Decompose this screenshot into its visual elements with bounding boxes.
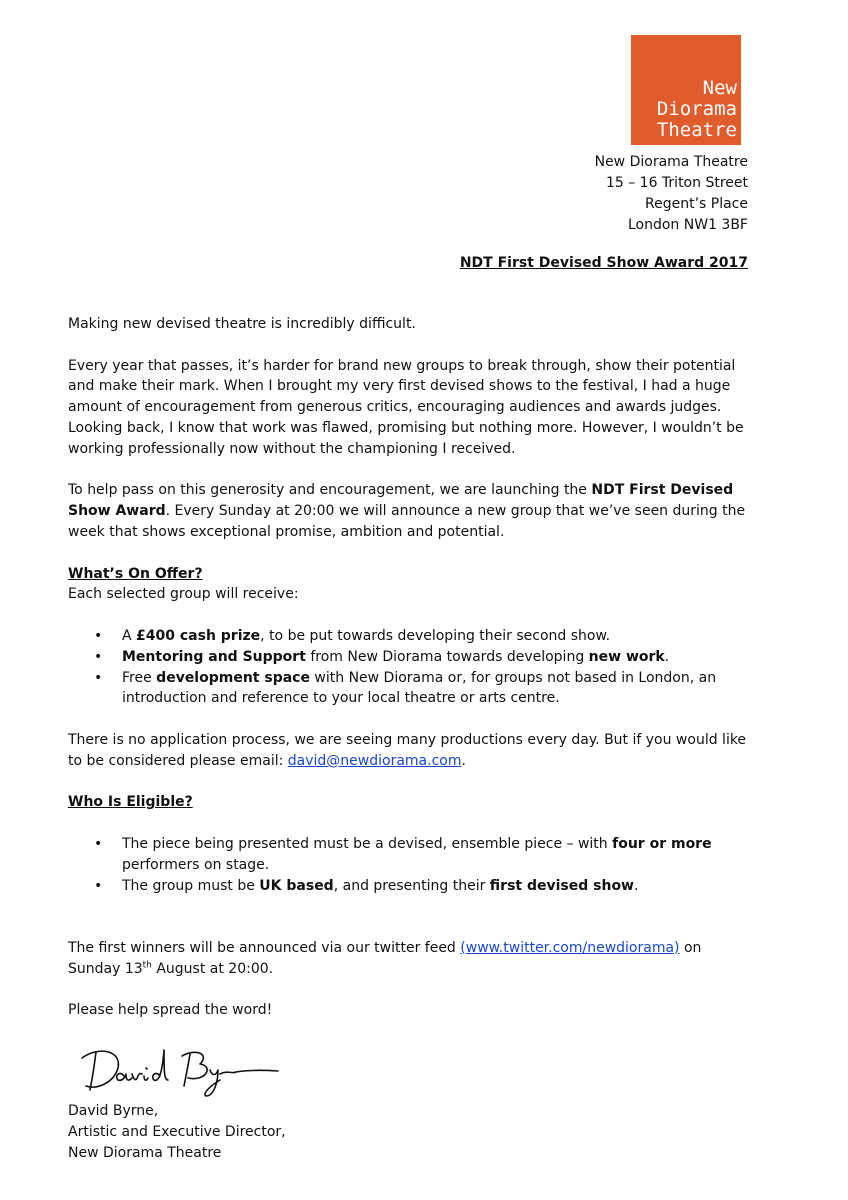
address-line: New Diorama Theatre: [594, 154, 748, 170]
bold-text: £400 cash prize: [136, 627, 261, 644]
text-span: on Sunday 13: [68, 939, 702, 977]
text-span: .: [664, 648, 670, 665]
letter-subject: NDT First Devised Show Award 2017: [459, 255, 748, 271]
handwritten-signature: [78, 1040, 283, 1100]
offer-heading: What’s On Offer?: [68, 565, 203, 582]
bold-text: new work: [588, 648, 665, 665]
text-span: The piece being presented must be a devised, ensemble piece – with: [122, 835, 613, 852]
list-item: [68, 626, 758, 647]
text-span: .: [461, 752, 466, 769]
text-span: , and presenting their: [333, 877, 490, 894]
signoff-organisation: New Diorama Theatre: [68, 1145, 222, 1161]
text-span: performers on stage.: [122, 856, 270, 873]
address-line: Regent’s Place: [645, 196, 748, 212]
winners-paragraph: [68, 938, 758, 980]
eligibility-heading: Who Is Eligible?: [68, 794, 193, 811]
announcement-paragraph: [68, 480, 758, 542]
list-item: [68, 876, 758, 897]
closing-line: Please help spread the word!: [68, 1002, 273, 1019]
letter-body: [68, 314, 758, 1021]
text-span: There is no application process, we are seeing many productions every day. But if you would like to be considered please email:: [68, 731, 747, 769]
text-span: .: [634, 877, 639, 894]
background-paragraph: Every year that passes, it’s harder for brand new groups to break through, show their potential and make their mark. When I brought my very first devised shows to the festival, I had a huge amount of encouragement from generous critics, encouraging audiences and awards judges. Looking back, I know that work was flawed, promising but nothing more. However, I wouldn’t be working professionally now without the championing I received.: [68, 357, 744, 457]
eligibility-list: [68, 834, 758, 896]
twitter-link[interactable]: (www.twitter.com/newdiorama): [460, 939, 680, 956]
text-span: Free: [122, 669, 157, 686]
text-span: The group must be: [122, 877, 260, 894]
logo-line: Diorama: [656, 98, 737, 120]
text-span: , to be put towards developing their second show.: [260, 627, 611, 644]
signoff-title: Artistic and Executive Director,: [68, 1124, 286, 1140]
text-span: . Every Sunday at 20:00 we will announce a new group that we’ve seen during the week that shows exceptional promise, ambition and potential.: [68, 503, 746, 540]
logo-wordmark: [657, 78, 737, 141]
offer-lead: Each selected group will receive:: [68, 586, 299, 603]
sender-address: [595, 152, 748, 236]
address-line: 15 – 16 Triton Street: [605, 175, 748, 191]
address-line: London NW1 3BF: [627, 217, 748, 233]
signoff-block: [68, 1101, 286, 1164]
intro-paragraph: Making new devised theatre is incredibly difficult.: [68, 316, 416, 332]
text-span: August at 20:00.: [151, 960, 274, 977]
logo-line: New: [702, 77, 737, 99]
text-span: with New Diorama or, for groups not based in London, an introduction and reference to your local theatre or arts centre.: [122, 669, 717, 707]
logo-line: Theatre: [656, 119, 737, 141]
text-span: from New Diorama towards developing: [305, 648, 589, 665]
bold-text: UK based: [259, 877, 334, 894]
bold-text: four or more: [612, 835, 712, 852]
theatre-logo: [631, 35, 741, 145]
email-link[interactable]: david@newdiorama.com: [287, 752, 462, 769]
list-item: [68, 668, 758, 710]
ordinal-suffix: th: [142, 960, 152, 971]
bold-text: Mentoring and Support: [122, 648, 306, 665]
text-span: To help pass on this generosity and encouragement, we are launching the: [68, 482, 592, 499]
text-span: The first winners will be announced via our twitter feed: [68, 939, 461, 956]
application-paragraph: [68, 730, 758, 772]
text-span: A: [122, 627, 137, 644]
bold-text: development space: [156, 669, 310, 686]
list-item: [68, 647, 758, 668]
signoff-name: David Byrne,: [68, 1103, 159, 1119]
award-name: NDT First Devised Show Award: [68, 482, 734, 520]
list-item: [68, 834, 758, 876]
bold-text: first devised show: [489, 877, 634, 894]
offer-list: [68, 626, 758, 709]
